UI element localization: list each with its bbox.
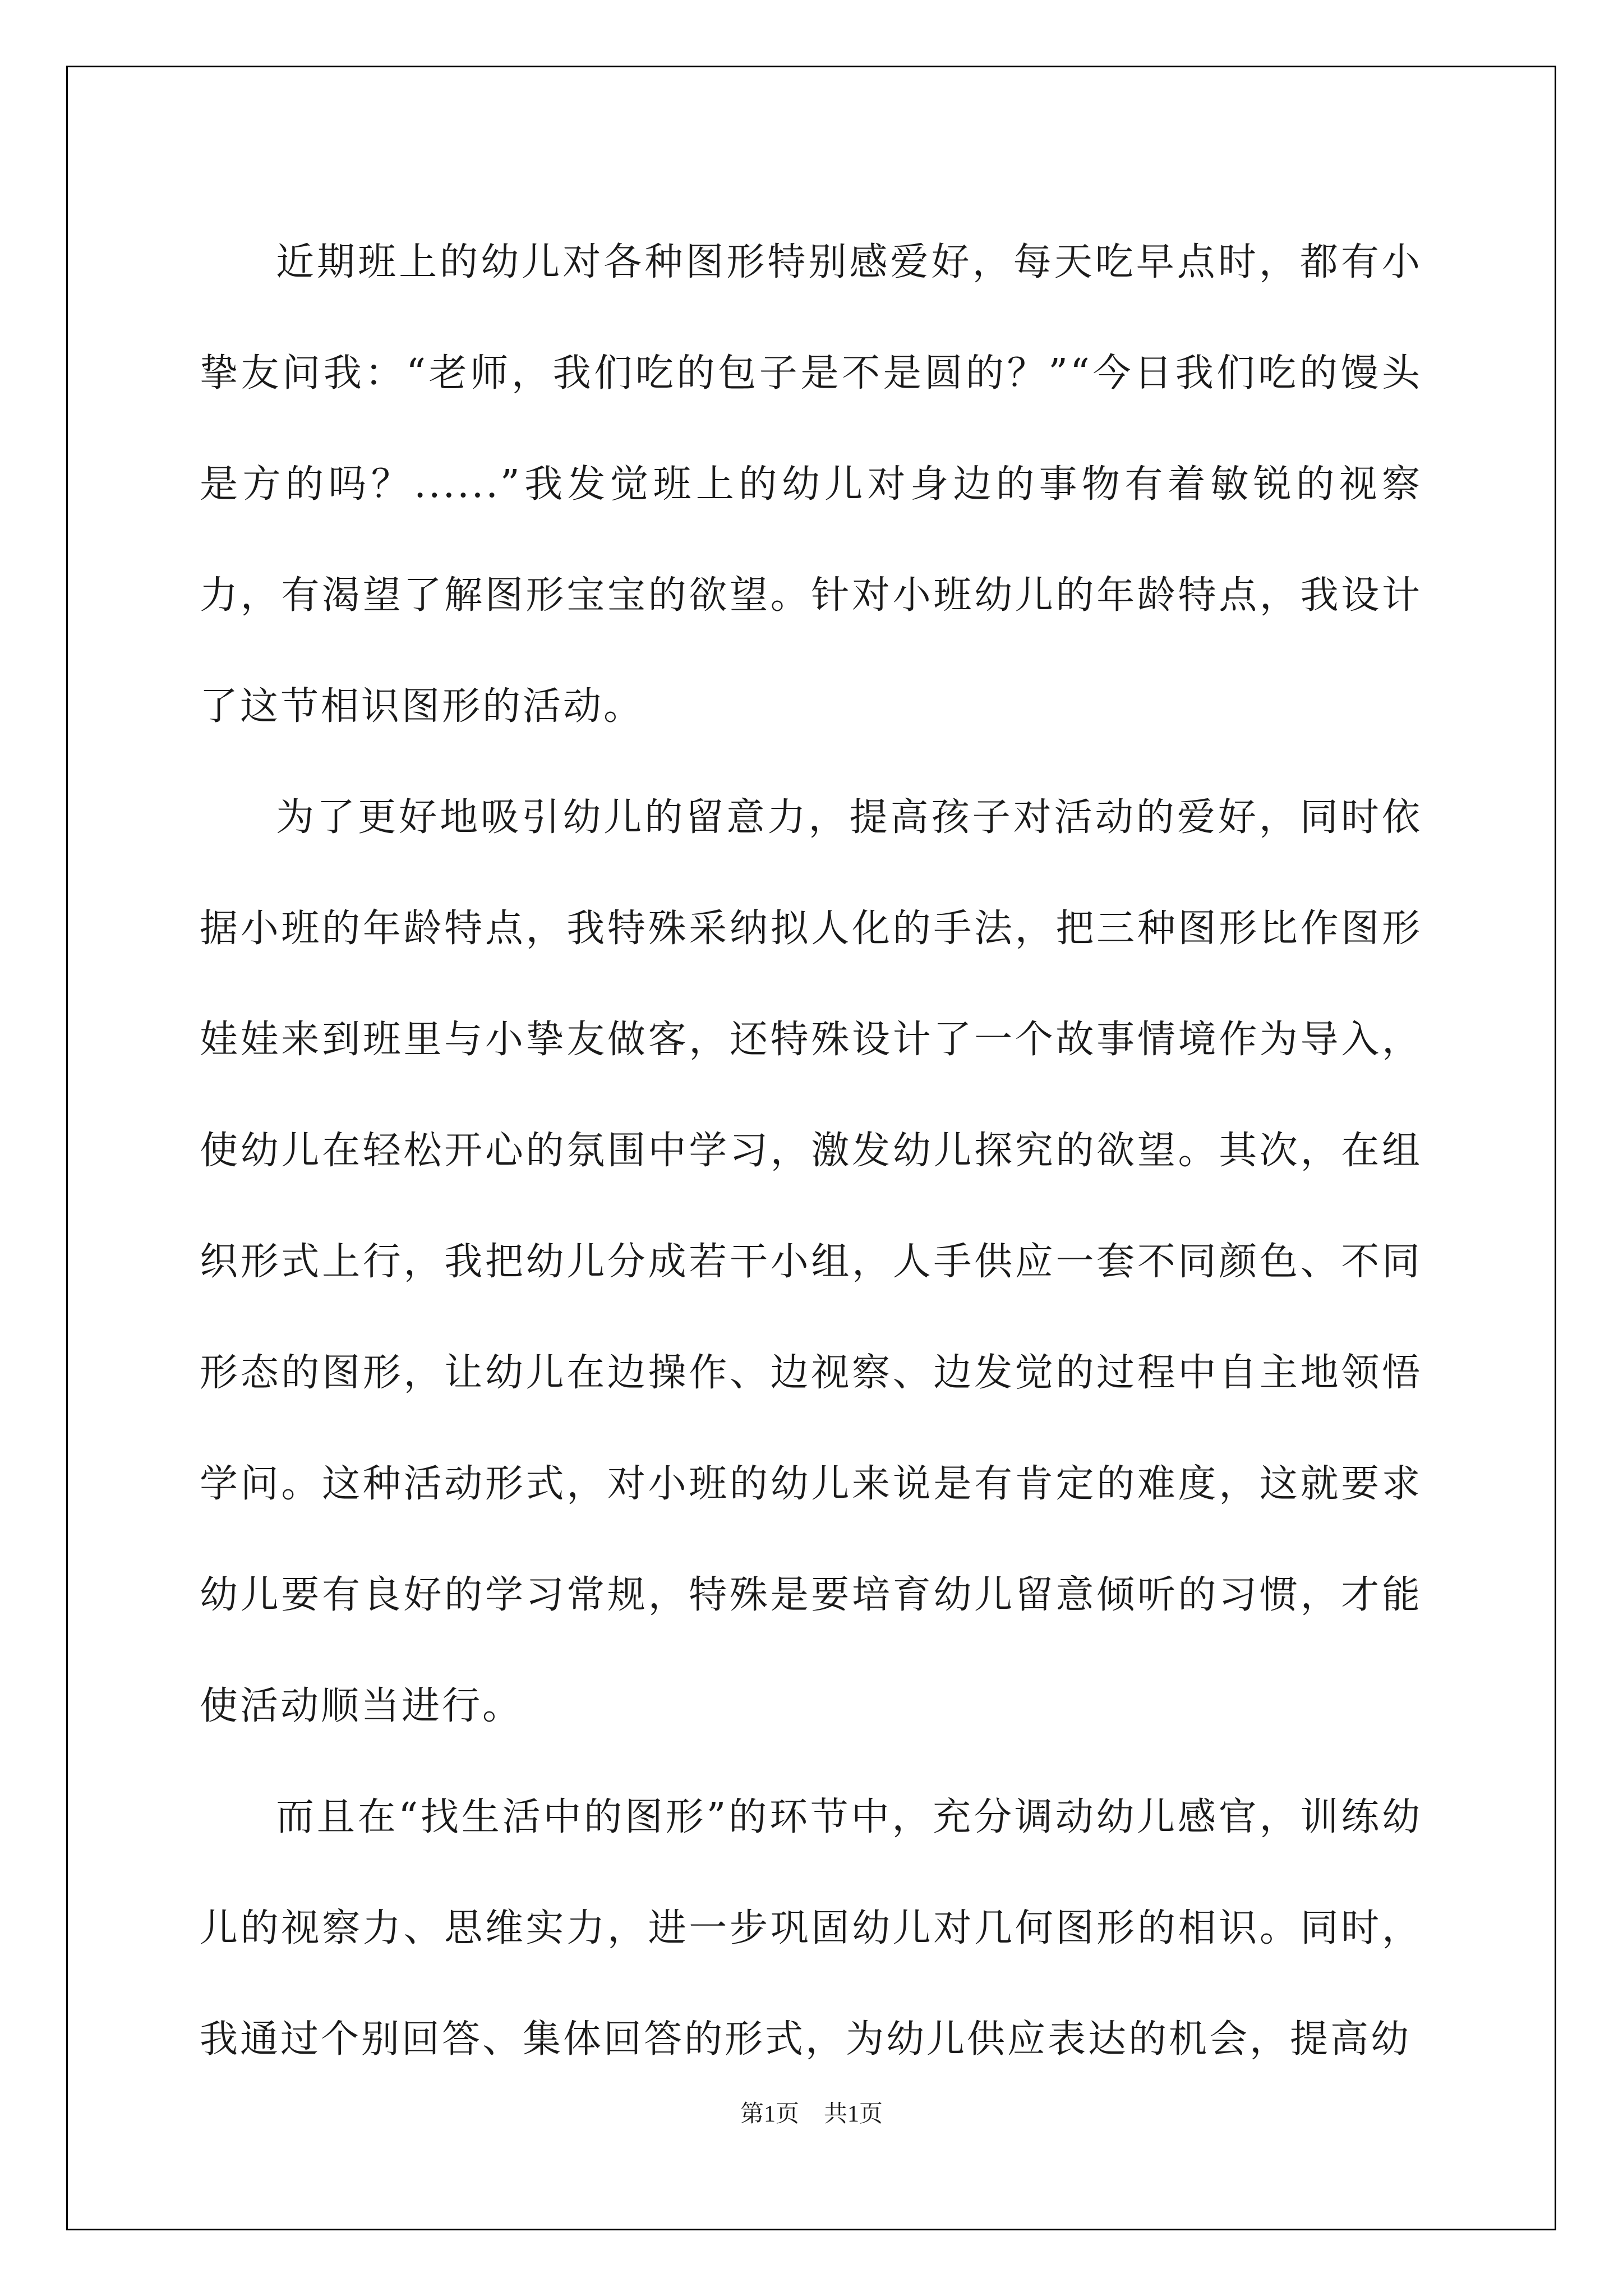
paragraph: 而且在“找生活中的图形”的环节中，充分调动幼儿感官，训练幼儿的视察力、思维实力，进一步巩固幼儿对几何图形的相识。同时，我通过个别回答、集体回答的形式，为幼儿供应表达的机会，提高幼 [200,1795,1422,2062]
page-total: 共1页 [824,2101,883,2127]
page-number: 第1页 [740,2101,799,2127]
paragraph: 为了更好地吸引幼儿的留意力，提高孩子对活动的爱好，同时依据小班的年龄特点，我特殊采纳拟人化的手法，把三种图形比作图形娃娃来到班里与小挚友做客，还特殊设计了一个故事情境作为导入，使幼儿在轻松开心的氛围中学习，激发幼儿探究的欲望。其次，在组织形式上行，我把幼儿分成若干小组，人手供应一套不同颜色、不同形态的图形，让幼儿在边操作、边视察、边发觉的过程中自主地领悟学问。这种活动形式，对小班的幼儿来说是有肯定的难度，这就要求幼儿要有良好的学习常规，特殊是要培育幼儿留意倾听的习惯，才能使活动顺当进行。 [200,795,1422,1728]
page-footer [0,2095,1623,2129]
document-body [200,207,1422,2095]
paragraph: 近期班上的幼儿对各种图形特别感爱好，每天吃早点时，都有小挚友问我：“老师，我们吃的包子是不是圆的？”“今日我们吃的馒头是方的吗？......”我发觉班上的幼儿对身边的事物有着敏锐的视察力，有渴望了解图形宝宝的欲望。针对小班幼儿的年龄特点，我设计了这节相识图形的活动。 [200,240,1422,729]
